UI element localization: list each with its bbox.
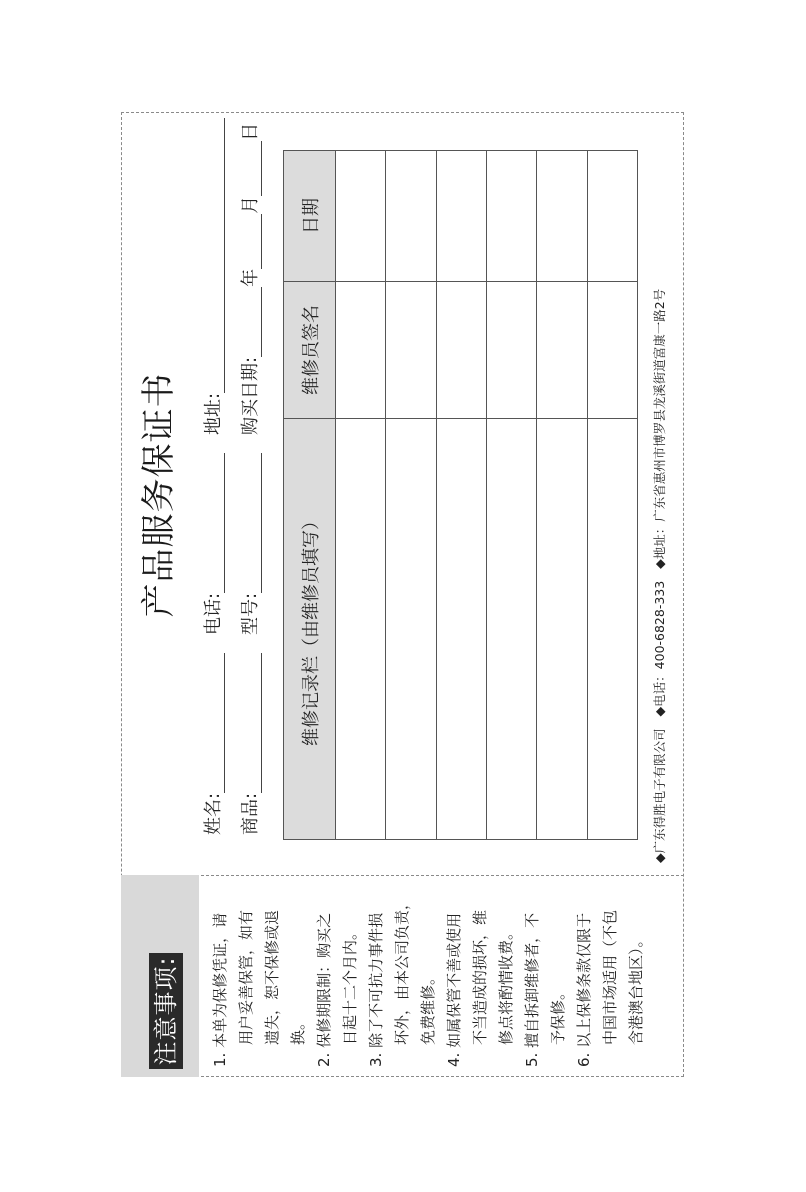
table-row [336,151,386,840]
company-footer [650,289,668,863]
product-label: 商品: [240,792,261,835]
note-item-cont: 用户妥善保管，如有 [237,909,255,1045]
year-label: 年 [240,268,261,287]
signature-cell[interactable] [486,282,536,419]
table-header-row [284,151,336,840]
footer-phone: ◆电话：400-6828-333 [652,580,667,717]
date-cell[interactable] [336,151,386,282]
day-label: 日 [240,122,261,141]
product-field[interactable] [236,653,262,835]
note-item-cont: 中国市场适用（不包 [601,909,619,1045]
note-item: 1. 本单为保修凭证，请 [211,912,229,1067]
note-item-cont: 不当造成的损坏，维 [471,909,489,1045]
signature-cell[interactable] [386,282,436,419]
header-repair-record: 维修记录栏（由维修员填写） [284,419,336,840]
phone-label: 电话: [203,592,224,635]
table-row [486,151,536,840]
note-item-cont: 日起十二个月内。 [341,924,359,1045]
name-label: 姓名: [203,792,224,835]
phone-field[interactable] [199,453,225,635]
signature-cell[interactable] [587,282,637,419]
record-cell[interactable] [537,419,587,840]
repair-record-table [283,150,638,840]
note-item: 5. 擅自拆卸维修者，不 [523,912,541,1067]
footer-company: ◆广东得胜电子有限公司 [652,728,667,863]
note-item-cont: 修点将酌情收费。 [497,924,515,1045]
note-item-cont: 免费维修。 [419,969,437,1045]
notes-section [121,875,684,1077]
signature-cell[interactable] [436,282,486,419]
date-cell[interactable] [537,151,587,282]
table-row [537,151,587,840]
note-item: 4. 如属保管不善或使用 [445,912,463,1067]
name-field[interactable] [199,653,225,835]
date-cell[interactable] [587,151,637,282]
note-item-cont: 坏外，由本公司负责， [393,894,411,1045]
record-cell[interactable] [386,419,436,840]
model-field[interactable] [236,453,262,635]
note-item-cont: 换。 [289,1014,307,1045]
record-cell[interactable] [587,419,637,840]
note-item-cont: 予保修。 [549,984,567,1045]
record-cell[interactable] [486,419,536,840]
record-cell[interactable] [436,419,486,840]
header-date: 日期 [284,151,336,282]
note-item-cont: 含港澳台地区）。 [627,932,645,1045]
address-field[interactable] [199,118,225,435]
table-row [386,151,436,840]
record-cell[interactable] [336,419,386,840]
signature-cell[interactable] [537,282,587,419]
date-cell[interactable] [436,151,486,282]
notes-list [207,882,649,1067]
form-title: 产品服务保证书 [139,372,179,618]
note-item: 2. 保修期限制：购买之 [315,912,333,1067]
purchase-date-field[interactable] [236,123,262,435]
note-item: 6. 以上保修条款仅限于 [575,912,593,1067]
footer-address: ◆地址：广东省惠州市博罗县龙溪街道富康一路2号 [652,288,667,569]
header-technician-signature: 维修员签名 [284,282,336,419]
purchase-date-label: 购买日期: [240,356,261,435]
model-label: 型号: [240,592,261,635]
date-cell[interactable] [386,151,436,282]
notes-heading: 注意事项: [149,953,183,1069]
address-label: 地址: [203,392,224,435]
note-item: 3. 除了不可抗力事件损 [367,912,385,1067]
date-cell[interactable] [486,151,536,282]
month-label: 月 [240,195,261,214]
warranty-form [121,115,684,875]
table-row [587,151,637,840]
signature-cell[interactable] [336,282,386,419]
note-item-cont: 遗失，恕不保修或退 [263,909,281,1045]
table-row [436,151,486,840]
